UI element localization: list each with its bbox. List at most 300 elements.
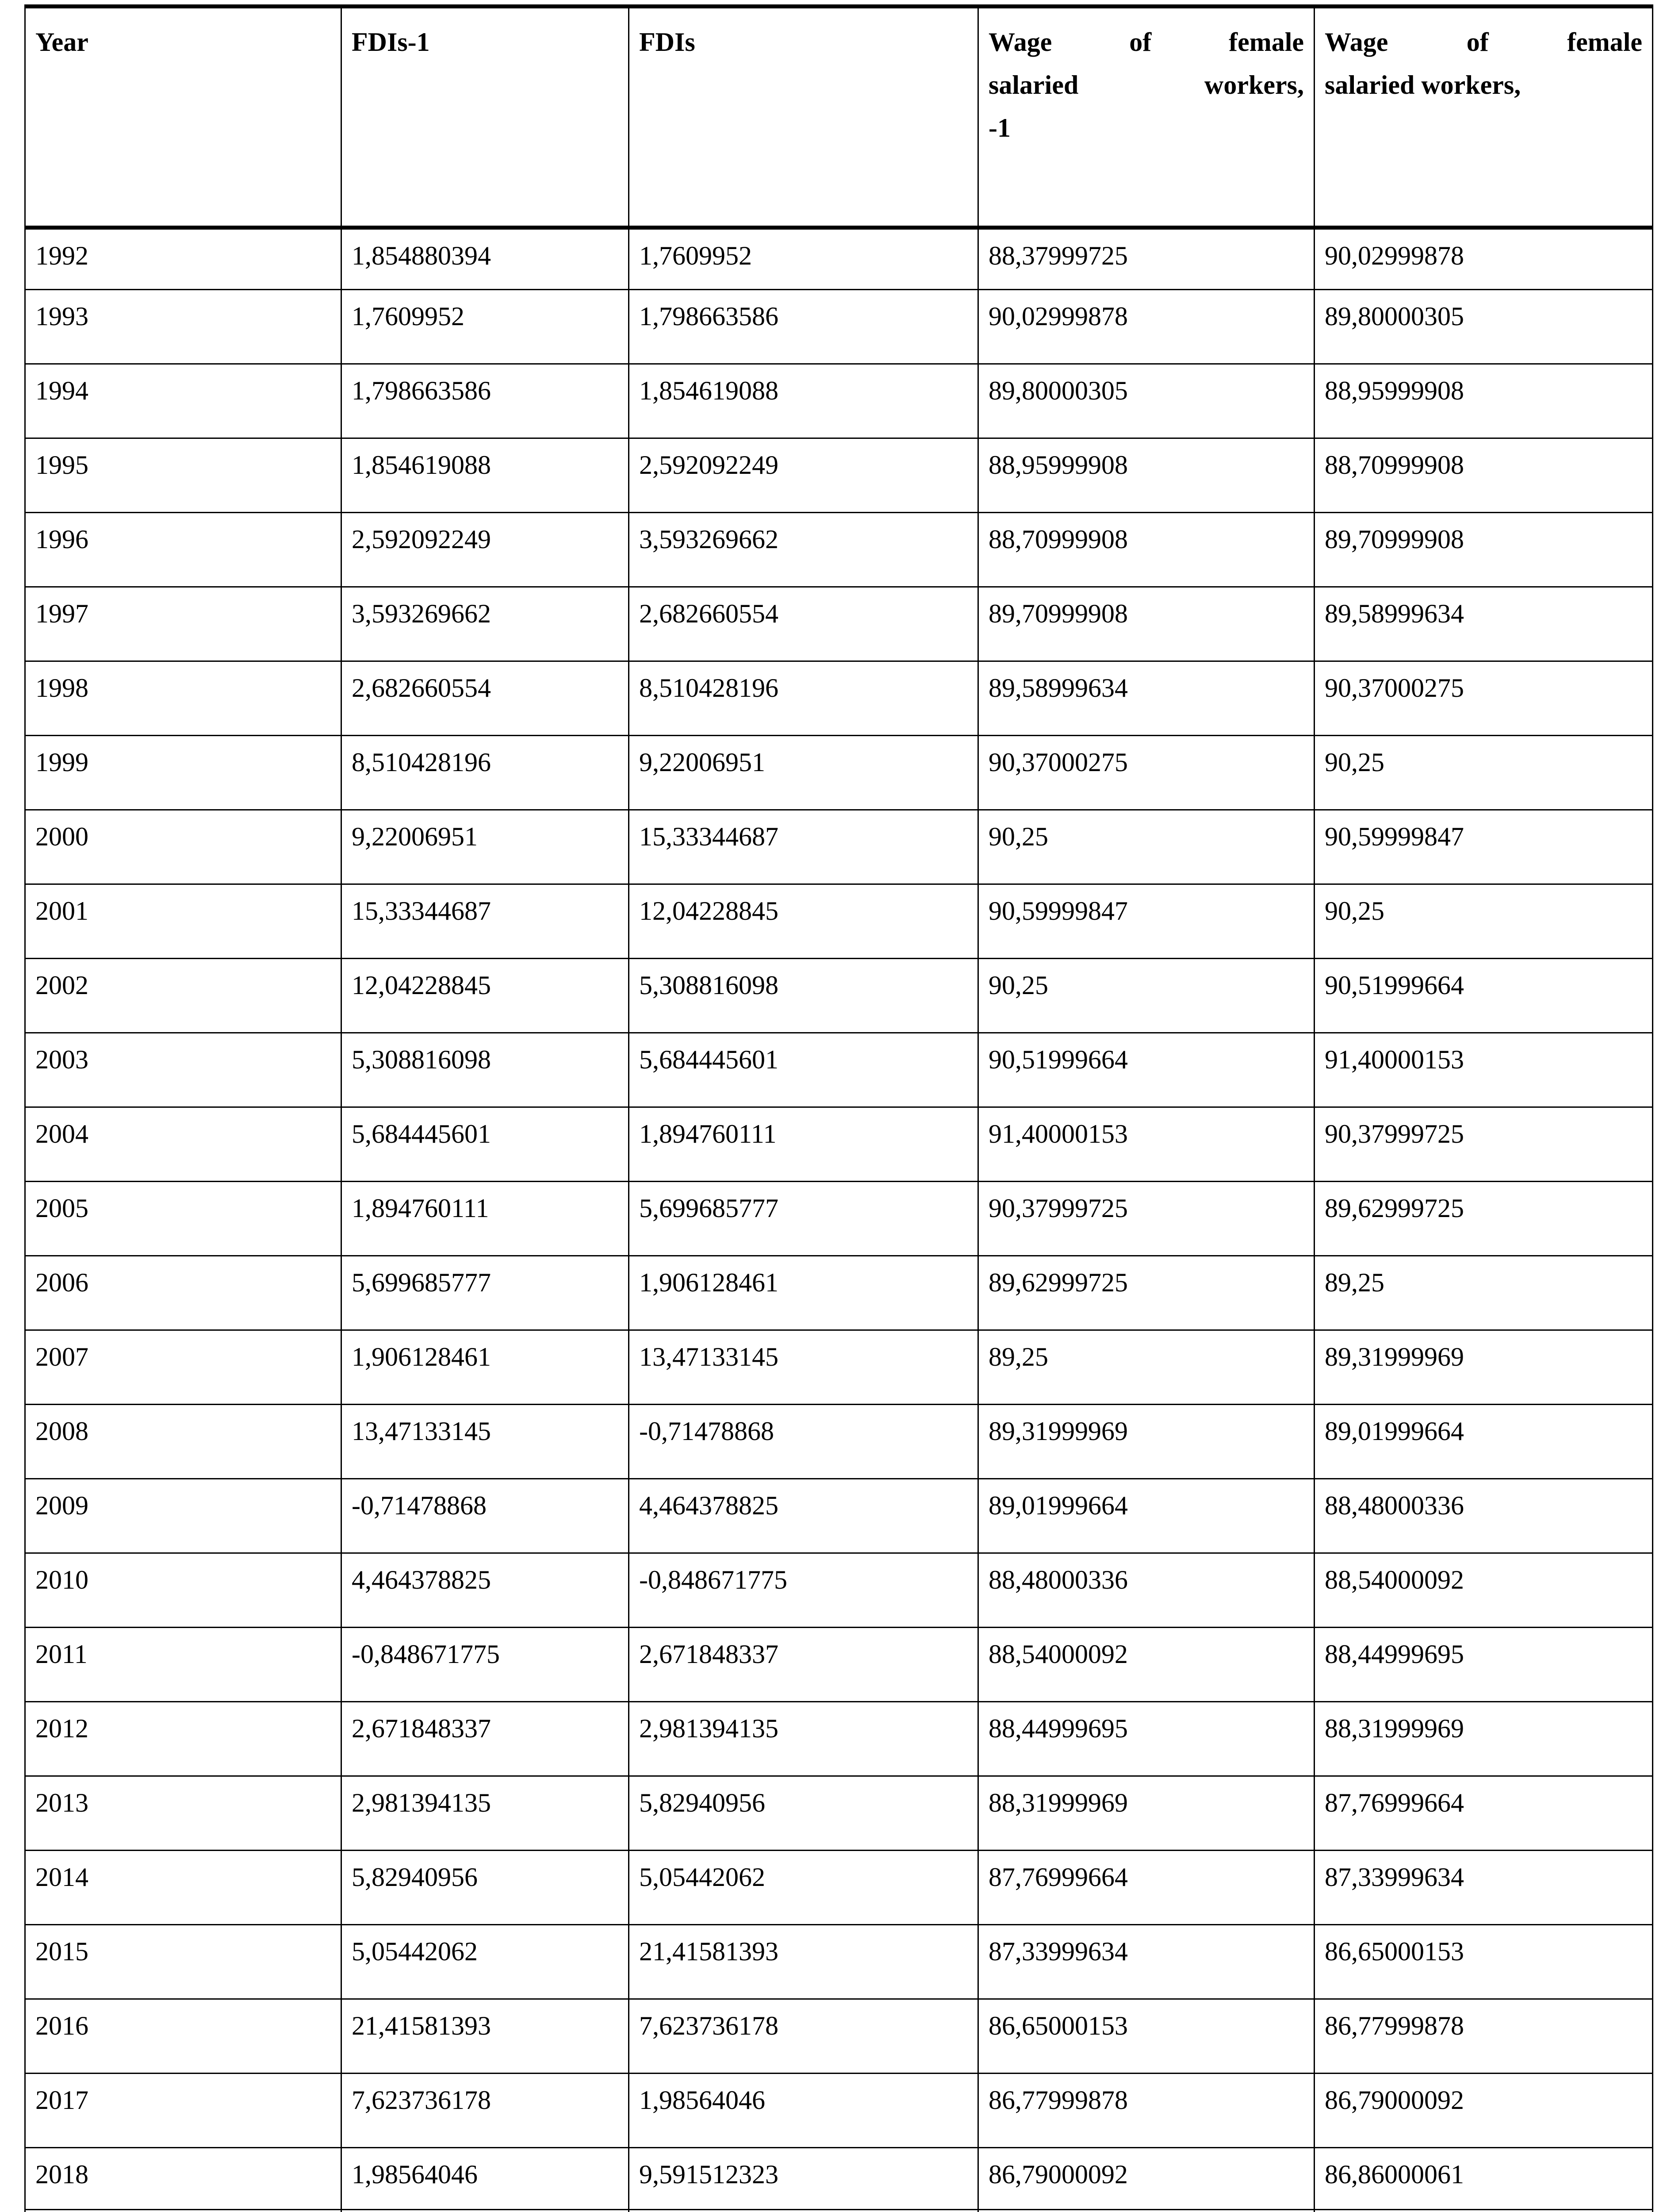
header-text-wage-lag-line1: Wage of female <box>989 21 1304 64</box>
cell-value-fdis: 5,699685777 <box>639 1189 968 1228</box>
table-cell-fdis <box>629 2074 978 2148</box>
table-cell-fdis <box>629 1851 978 1925</box>
cell-value-fdis: 8,510428196 <box>639 669 968 707</box>
table-cell-wage <box>1315 2148 1653 2210</box>
table-row <box>25 959 1653 1033</box>
table-cell-fdis_1 <box>341 1107 629 1182</box>
cell-value-wage: 90,25 <box>1325 892 1642 930</box>
cell-value-wage: 90,51999664 <box>1325 966 1642 1005</box>
table-cell-fdis <box>629 1330 978 1405</box>
table-cell-year <box>25 1405 341 1479</box>
cell-value-wage: 88,48000336 <box>1325 1486 1642 1525</box>
cell-value-fdis_1: 1,854619088 <box>352 446 618 484</box>
table-row <box>25 1553 1653 1628</box>
cell-value-year: 2016 <box>35 2007 331 2045</box>
cell-value-wage_1: 88,54000092 <box>989 1635 1304 1674</box>
table-cell-wage <box>1315 1256 1653 1330</box>
column-header-year <box>25 7 341 228</box>
table-row <box>25 1999 1653 2074</box>
cell-value-year: 2006 <box>35 1263 331 1302</box>
cell-value-wage_1: 90,59999847 <box>989 892 1304 930</box>
table-cell-wage_1 <box>978 2148 1315 2210</box>
table-cell-wage <box>1315 1702 1653 1776</box>
table-row <box>25 736 1653 810</box>
cell-value-year: 2014 <box>35 1858 331 1897</box>
cell-value-fdis: 13,47133145 <box>639 1338 968 1376</box>
cell-value-fdis: 3,593269662 <box>639 520 968 559</box>
table-cell-wage <box>1315 810 1653 884</box>
cell-value-fdis_1: -0,71478868 <box>352 1486 618 1525</box>
cell-value-year: 1995 <box>35 446 331 484</box>
table-cell-fdis <box>629 290 978 364</box>
cell-value-wage_1: 88,70999908 <box>989 520 1304 559</box>
table-cell-year <box>25 438 341 513</box>
column-header-fdis-1 <box>341 7 629 228</box>
table-cell-fdis <box>629 884 978 959</box>
cell-value-wage_1: 90,02999878 <box>989 297 1304 336</box>
table-cell-wage_1 <box>978 2210 1315 2212</box>
table-cell-wage <box>1315 1851 1653 1925</box>
table-cell-wage_1 <box>978 513 1315 587</box>
table-cell-fdis_1 <box>341 587 629 661</box>
cell-value-year: 2018 <box>35 2155 331 2194</box>
table-cell-fdis_1 <box>341 884 629 959</box>
table-cell-year <box>25 1553 341 1628</box>
table-cell-fdis <box>629 1405 978 1479</box>
cell-value-wage_1: 88,95999908 <box>989 446 1304 484</box>
cell-value-year: 2002 <box>35 966 331 1005</box>
table-row <box>25 1776 1653 1851</box>
header-text-fdis: FDIs <box>639 21 968 64</box>
cell-value-year: 2004 <box>35 1115 331 1153</box>
cell-value-fdis: 2,682660554 <box>639 595 968 633</box>
cell-value-year: 1999 <box>35 743 331 782</box>
cell-value-wage_1: 89,58999634 <box>989 669 1304 707</box>
cell-value-fdis_1: 5,05442062 <box>352 1932 618 1971</box>
cell-value-year: 2007 <box>35 1338 331 1376</box>
table-cell-year <box>25 1702 341 1776</box>
table-cell-year <box>25 1776 341 1851</box>
cell-value-wage: 88,70999908 <box>1325 446 1642 484</box>
cell-value-fdis_1: 1,7609952 <box>352 297 618 336</box>
cell-value-wage: 88,54000092 <box>1325 1561 1642 1599</box>
table-cell-fdis_1 <box>341 364 629 438</box>
cell-value-fdis_1: 15,33344687 <box>352 892 618 930</box>
cell-value-wage_1: 89,80000305 <box>989 372 1304 410</box>
table-cell-wage <box>1315 290 1653 364</box>
cell-value-wage_1: 90,51999664 <box>989 1041 1304 1079</box>
table-cell-wage_1 <box>978 1999 1315 2074</box>
cell-value-fdis: -0,848671775 <box>639 1561 968 1599</box>
header-text-wage-lag-line2: salaried workers, <box>989 64 1304 107</box>
cell-value-wage: 90,25 <box>1325 743 1642 782</box>
cell-value-wage: 88,31999969 <box>1325 1709 1642 1748</box>
cell-value-wage: 86,77999878 <box>1325 2007 1642 2045</box>
table-cell-year <box>25 959 341 1033</box>
table-cell-fdis <box>629 1553 978 1628</box>
table-cell-fdis_1 <box>341 1553 629 1628</box>
table-cell-wage_1 <box>978 959 1315 1033</box>
table-cell-wage <box>1315 228 1653 290</box>
cell-value-fdis: 5,82940956 <box>639 1784 968 1822</box>
cell-value-fdis_1: 1,906128461 <box>352 1338 618 1376</box>
table-cell-year <box>25 736 341 810</box>
cell-value-fdis_1: 2,682660554 <box>352 669 618 707</box>
cell-value-fdis: 9,22006951 <box>639 743 968 782</box>
table-cell-year <box>25 587 341 661</box>
table-cell-fdis <box>629 736 978 810</box>
table-cell-wage <box>1315 1330 1653 1405</box>
table-row <box>25 1851 1653 1925</box>
table-cell-wage <box>1315 1776 1653 1851</box>
table-cell-fdis <box>629 587 978 661</box>
table-cell-fdis_1 <box>341 438 629 513</box>
fdi-wage-table <box>24 4 1653 2212</box>
table-cell-fdis_1 <box>341 1851 629 1925</box>
cell-value-wage: 88,95999908 <box>1325 372 1642 410</box>
table-cell-fdis <box>629 2148 978 2210</box>
table-cell-wage <box>1315 959 1653 1033</box>
cell-value-wage_1: 86,79000092 <box>989 2155 1304 2194</box>
header-text-fdis-1: FDIs-1 <box>352 21 618 64</box>
cell-value-wage: 86,65000153 <box>1325 1932 1642 1971</box>
cell-value-fdis: 5,684445601 <box>639 1041 968 1079</box>
table-cell-fdis <box>629 1033 978 1107</box>
table-cell-year <box>25 884 341 959</box>
cell-value-fdis_1: 3,593269662 <box>352 595 618 633</box>
table-row <box>25 1107 1653 1182</box>
table-cell-fdis_1 <box>341 513 629 587</box>
table-cell-wage <box>1315 1033 1653 1107</box>
table-row <box>25 290 1653 364</box>
cell-value-fdis: 4,464378825 <box>639 1486 968 1525</box>
cell-value-fdis_1: 21,41581393 <box>352 2007 618 2045</box>
table-cell-year <box>25 1851 341 1925</box>
cell-value-fdis: 1,98564046 <box>639 2081 968 2120</box>
table-cell-fdis_1 <box>341 736 629 810</box>
cell-value-wage: 89,62999725 <box>1325 1189 1642 1228</box>
cell-value-fdis_1: 5,82940956 <box>352 1858 618 1897</box>
cell-value-wage_1: 89,70999908 <box>989 595 1304 633</box>
table-cell-wage <box>1315 1628 1653 1702</box>
table-header <box>25 7 1653 228</box>
table-cell-wage_1 <box>978 1182 1315 1256</box>
cell-value-fdis: 2,671848337 <box>639 1635 968 1674</box>
table-cell-wage_1 <box>978 587 1315 661</box>
table-cell-wage_1 <box>978 1628 1315 1702</box>
table-cell-fdis <box>629 228 978 290</box>
cell-value-fdis_1: 12,04228845 <box>352 966 618 1005</box>
table-cell-fdis_1 <box>341 2210 629 2212</box>
cell-value-fdis: 9,591512323 <box>639 2155 968 2194</box>
cell-value-wage_1: 90,37999725 <box>989 1189 1304 1228</box>
table-cell-fdis_1 <box>341 661 629 736</box>
table-cell-wage <box>1315 1107 1653 1182</box>
table-cell-wage <box>1315 1925 1653 1999</box>
table-cell-wage <box>1315 364 1653 438</box>
cell-value-fdis_1: 1,798663586 <box>352 372 618 410</box>
table-cell-year <box>25 1182 341 1256</box>
table-row <box>25 1256 1653 1330</box>
table-cell-wage <box>1315 1999 1653 2074</box>
cell-value-fdis: 2,592092249 <box>639 446 968 484</box>
table-cell-year <box>25 2074 341 2148</box>
cell-value-wage_1: 87,76999664 <box>989 1858 1304 1897</box>
table-cell-wage <box>1315 2210 1653 2212</box>
cell-value-wage_1: 88,37999725 <box>989 237 1304 275</box>
table-cell-wage_1 <box>978 290 1315 364</box>
table-cell-fdis_1 <box>341 1256 629 1330</box>
cell-value-wage: 89,31999969 <box>1325 1338 1642 1376</box>
cell-value-wage: 87,33999634 <box>1325 1858 1642 1897</box>
table-cell-wage_1 <box>978 1330 1315 1405</box>
cell-value-fdis: 1,894760111 <box>639 1115 968 1153</box>
cell-value-wage: 90,02999878 <box>1325 237 1642 275</box>
cell-value-year: 2011 <box>35 1635 331 1674</box>
cell-value-year: 2000 <box>35 818 331 856</box>
column-header-wage <box>1315 7 1653 228</box>
cell-value-fdis: 7,623736178 <box>639 2007 968 2045</box>
cell-value-wage: 90,59999847 <box>1325 818 1642 856</box>
cell-value-wage: 89,25 <box>1325 1263 1642 1302</box>
table-cell-fdis_1 <box>341 1776 629 1851</box>
table-row <box>25 2074 1653 2148</box>
table-cell-fdis <box>629 513 978 587</box>
cell-value-year: 2005 <box>35 1189 331 1228</box>
cell-value-wage: 87,76999664 <box>1325 1784 1642 1822</box>
table-cell-fdis_1 <box>341 1999 629 2074</box>
cell-value-fdis: 5,308816098 <box>639 966 968 1005</box>
cell-value-fdis: 1,906128461 <box>639 1263 968 1302</box>
table-cell-fdis_1 <box>341 959 629 1033</box>
table-cell-year <box>25 1479 341 1553</box>
table-cell-fdis <box>629 1479 978 1553</box>
cell-value-wage: 90,37000275 <box>1325 669 1642 707</box>
table-cell-wage_1 <box>978 1776 1315 1851</box>
cell-value-fdis_1: 8,510428196 <box>352 743 618 782</box>
table-cell-wage_1 <box>978 2074 1315 2148</box>
table-cell-fdis_1 <box>341 2074 629 2148</box>
column-header-wage-lag <box>978 7 1315 228</box>
cell-value-year: 1994 <box>35 372 331 410</box>
cell-value-year: 2010 <box>35 1561 331 1599</box>
table-cell-wage <box>1315 513 1653 587</box>
cell-value-year: 2009 <box>35 1486 331 1525</box>
table-body <box>25 228 1653 2212</box>
table-cell-wage_1 <box>978 884 1315 959</box>
table-cell-fdis <box>629 364 978 438</box>
cell-value-wage_1: 88,48000336 <box>989 1561 1304 1599</box>
table-row <box>25 2148 1653 2210</box>
cell-value-fdis: 5,05442062 <box>639 1858 968 1897</box>
header-text-year: Year <box>35 21 331 64</box>
cell-value-year: 2001 <box>35 892 331 930</box>
table-cell-fdis <box>629 1702 978 1776</box>
table-cell-year <box>25 1033 341 1107</box>
cell-value-year: 1997 <box>35 595 331 633</box>
table-cell-wage <box>1315 1553 1653 1628</box>
cell-value-fdis: 2,981394135 <box>639 1709 968 1748</box>
table-cell-year <box>25 1107 341 1182</box>
cell-value-wage_1: 90,37000275 <box>989 743 1304 782</box>
table-row <box>25 1702 1653 1776</box>
table-cell-year <box>25 364 341 438</box>
table-cell-wage_1 <box>978 228 1315 290</box>
table-row <box>25 2210 1653 2212</box>
table-cell-wage_1 <box>978 661 1315 736</box>
cell-value-year: 2015 <box>35 1932 331 1971</box>
table-row <box>25 513 1653 587</box>
table-row <box>25 661 1653 736</box>
cell-value-wage: 89,70999908 <box>1325 520 1642 559</box>
cell-value-fdis_1: 5,684445601 <box>352 1115 618 1153</box>
cell-value-wage: 86,86000061 <box>1325 2155 1642 2194</box>
cell-value-year: 1998 <box>35 669 331 707</box>
table-cell-year <box>25 1925 341 1999</box>
table-cell-wage <box>1315 2074 1653 2148</box>
table-cell-fdis_1 <box>341 1182 629 1256</box>
header-row <box>25 7 1653 228</box>
cell-value-wage_1: 86,65000153 <box>989 2007 1304 2045</box>
cell-value-wage_1: 90,25 <box>989 966 1304 1005</box>
table-cell-wage_1 <box>978 1033 1315 1107</box>
table-row <box>25 1033 1653 1107</box>
cell-value-fdis: 21,41581393 <box>639 1932 968 1971</box>
cell-value-year: 1996 <box>35 520 331 559</box>
table-cell-wage_1 <box>978 810 1315 884</box>
table-cell-fdis_1 <box>341 290 629 364</box>
table-cell-year <box>25 1628 341 1702</box>
cell-value-fdis: 12,04228845 <box>639 892 968 930</box>
cell-value-fdis_1: 1,854880394 <box>352 237 618 275</box>
cell-value-wage: 91,40000153 <box>1325 1041 1642 1079</box>
column-header-fdis <box>629 7 978 228</box>
table-cell-fdis <box>629 959 978 1033</box>
table-cell-wage <box>1315 587 1653 661</box>
table-cell-fdis_1 <box>341 1033 629 1107</box>
table-cell-wage <box>1315 661 1653 736</box>
table-cell-fdis <box>629 1999 978 2074</box>
cell-value-fdis_1: -0,848671775 <box>352 1635 618 1674</box>
table-cell-wage <box>1315 884 1653 959</box>
cell-value-fdis_1: 1,98564046 <box>352 2155 618 2194</box>
cell-value-wage_1: 89,25 <box>989 1338 1304 1376</box>
table-cell-fdis_1 <box>341 1405 629 1479</box>
cell-value-wage_1: 90,25 <box>989 818 1304 856</box>
header-text-wage-line2: salaried workers, <box>1325 64 1642 107</box>
table-cell-year <box>25 1999 341 2074</box>
table-cell-year <box>25 1256 341 1330</box>
cell-value-wage_1: 89,31999969 <box>989 1412 1304 1451</box>
cell-value-year: 2008 <box>35 1412 331 1451</box>
table-cell-fdis <box>629 810 978 884</box>
table-cell-year <box>25 513 341 587</box>
table-row <box>25 884 1653 959</box>
cell-value-wage: 89,01999664 <box>1325 1412 1642 1451</box>
cell-value-fdis: 1,7609952 <box>639 237 968 275</box>
table-row <box>25 810 1653 884</box>
table-cell-fdis_1 <box>341 1628 629 1702</box>
cell-value-year: 2012 <box>35 1709 331 1748</box>
table-cell-fdis_1 <box>341 1330 629 1405</box>
cell-value-wage_1: 86,77999878 <box>989 2081 1304 2120</box>
cell-value-fdis_1: 7,623736178 <box>352 2081 618 2120</box>
cell-value-year: 2003 <box>35 1041 331 1079</box>
cell-value-fdis_1: 13,47133145 <box>352 1412 618 1451</box>
cell-value-fdis_1: 9,22006951 <box>352 818 618 856</box>
cell-value-year: 2013 <box>35 1784 331 1822</box>
cell-value-year: 2017 <box>35 2081 331 2120</box>
table-cell-wage_1 <box>978 364 1315 438</box>
cell-value-fdis: -0,71478868 <box>639 1412 968 1451</box>
table-cell-fdis_1 <box>341 1479 629 1553</box>
table-cell-fdis <box>629 1256 978 1330</box>
table-cell-year <box>25 1330 341 1405</box>
table-cell-fdis <box>629 1107 978 1182</box>
table-cell-wage_1 <box>978 1702 1315 1776</box>
cell-value-year: 1992 <box>35 237 331 275</box>
table-cell-wage_1 <box>978 1405 1315 1479</box>
table-row <box>25 1479 1653 1553</box>
cell-value-wage_1: 88,31999969 <box>989 1784 1304 1822</box>
table-cell-wage_1 <box>978 1479 1315 1553</box>
table-row <box>25 228 1653 290</box>
table-cell-wage_1 <box>978 1256 1315 1330</box>
table-cell-year <box>25 290 341 364</box>
table-cell-wage_1 <box>978 1851 1315 1925</box>
cell-value-wage: 90,37999725 <box>1325 1115 1642 1153</box>
table-row <box>25 587 1653 661</box>
table-cell-wage_1 <box>978 736 1315 810</box>
cell-value-wage: 86,79000092 <box>1325 2081 1642 2120</box>
cell-value-wage_1: 87,33999634 <box>989 1932 1304 1971</box>
table-cell-fdis_1 <box>341 228 629 290</box>
cell-value-fdis_1: 2,671848337 <box>352 1709 618 1748</box>
table-cell-year <box>25 2210 341 2212</box>
table-cell-wage <box>1315 736 1653 810</box>
table-cell-fdis <box>629 1776 978 1851</box>
cell-value-fdis_1: 2,592092249 <box>352 520 618 559</box>
table-row <box>25 1628 1653 1702</box>
table-row <box>25 1182 1653 1256</box>
cell-value-wage_1: 88,44999695 <box>989 1709 1304 1748</box>
table-cell-fdis_1 <box>341 1925 629 1999</box>
table-row <box>25 438 1653 513</box>
cell-value-wage_1: 89,62999725 <box>989 1263 1304 1302</box>
table-cell-wage_1 <box>978 1107 1315 1182</box>
table-row <box>25 1330 1653 1405</box>
cell-value-wage: 88,44999695 <box>1325 1635 1642 1674</box>
cell-value-fdis_1: 4,464378825 <box>352 1561 618 1599</box>
table-cell-year <box>25 810 341 884</box>
table-cell-wage_1 <box>978 438 1315 513</box>
table-cell-year <box>25 661 341 736</box>
table-cell-wage <box>1315 1479 1653 1553</box>
table-cell-fdis <box>629 661 978 736</box>
table-cell-fdis <box>629 2210 978 2212</box>
table-row <box>25 364 1653 438</box>
table-cell-year <box>25 2148 341 2210</box>
table-cell-fdis <box>629 1628 978 1702</box>
cell-value-wage: 89,80000305 <box>1325 297 1642 336</box>
cell-value-fdis: 1,854619088 <box>639 372 968 410</box>
table-cell-wage <box>1315 1182 1653 1256</box>
table-cell-fdis <box>629 1182 978 1256</box>
table-cell-fdis_1 <box>341 2148 629 2210</box>
table-cell-fdis_1 <box>341 1702 629 1776</box>
cell-value-fdis_1: 1,894760111 <box>352 1189 618 1228</box>
table-cell-year <box>25 228 341 290</box>
